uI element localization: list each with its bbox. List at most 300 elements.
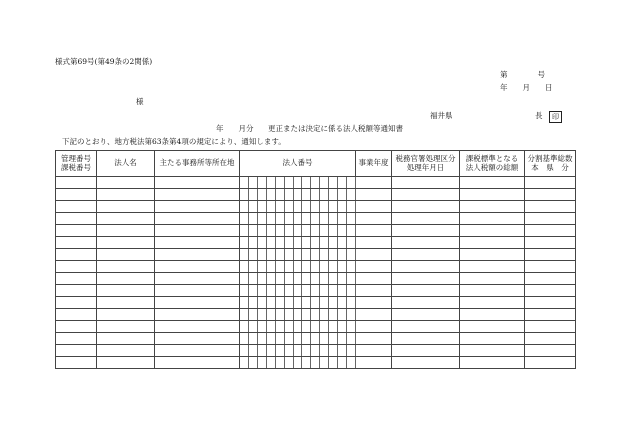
cell-corp-number-digit <box>293 249 302 261</box>
cell-corp-number-digit <box>338 309 347 321</box>
cell-office-location <box>155 309 240 321</box>
cell-corp-number-digit <box>347 297 356 309</box>
cell-corp-number-digit <box>240 201 249 213</box>
cell-corp-number-digit <box>257 309 266 321</box>
cell-split-basis <box>525 333 576 345</box>
cell-corp-number-digit <box>293 285 302 297</box>
cell-corp-number-digit <box>338 213 347 225</box>
form-id: 様式第69号(第49条の2関係) <box>55 57 153 66</box>
cell-corp-number-digit <box>329 357 338 369</box>
cell-corp-number-digit <box>302 345 311 357</box>
cell-corp-number-digit <box>257 213 266 225</box>
cell-fiscal-year <box>356 285 392 297</box>
cell-fiscal-year <box>356 177 392 189</box>
cell-corp-number-digit <box>338 177 347 189</box>
cell-corp-number-digit <box>275 297 284 309</box>
cell-corp-number-digit <box>302 333 311 345</box>
cell-corp-number-digit <box>248 237 257 249</box>
cell-corp-name <box>97 285 155 297</box>
cell-corp-number-digit <box>240 285 249 297</box>
cell-corp-number-digit <box>338 297 347 309</box>
cell-corp-number-digit <box>293 189 302 201</box>
cell-mgmt-number <box>56 309 97 321</box>
cell-fiscal-year <box>356 357 392 369</box>
cell-corp-number-digit <box>284 273 293 285</box>
cell-corp-number-digit <box>347 309 356 321</box>
cell-corp-number-digit <box>320 285 329 297</box>
cell-corp-number-digit <box>257 189 266 201</box>
cell-corp-number-digit <box>248 177 257 189</box>
cell-corp-number-digit <box>293 333 302 345</box>
cell-split-basis <box>525 213 576 225</box>
cell-corp-number-digit <box>275 285 284 297</box>
cell-corp-number-digit <box>257 249 266 261</box>
cell-corp-number-digit <box>320 321 329 333</box>
cell-split-basis <box>525 273 576 285</box>
cell-corp-number-digit <box>284 249 293 261</box>
cell-corp-number-digit <box>302 273 311 285</box>
cell-tax-base <box>460 297 525 309</box>
cell-corp-number-digit <box>275 237 284 249</box>
table-row <box>56 273 576 285</box>
cell-tax-office <box>392 237 460 249</box>
cell-corp-number-digit <box>240 249 249 261</box>
cell-corp-number-digit <box>257 273 266 285</box>
cell-corp-name <box>97 345 155 357</box>
cell-office-location <box>155 261 240 273</box>
header-tax-office: 税務官署処理区分 処理年月日 <box>392 151 460 177</box>
cell-corp-number-digit <box>284 285 293 297</box>
cell-corp-number-digit <box>329 189 338 201</box>
cell-corp-number-digit <box>248 261 257 273</box>
period-label: 年 月分 <box>216 124 254 133</box>
cell-corp-number-digit <box>240 225 249 237</box>
cell-corp-name <box>97 177 155 189</box>
cell-tax-base <box>460 213 525 225</box>
cell-corp-number-digit <box>329 201 338 213</box>
cell-tax-office <box>392 333 460 345</box>
cell-corp-number-digit <box>275 333 284 345</box>
header-office-location: 主たる事務所等所在地 <box>155 151 240 177</box>
cell-office-location <box>155 201 240 213</box>
cell-mgmt-number <box>56 273 97 285</box>
cell-corp-number-digit <box>248 285 257 297</box>
cell-corp-number-digit <box>266 321 275 333</box>
cell-corp-name <box>97 261 155 273</box>
cell-mgmt-number <box>56 333 97 345</box>
cell-corp-number-digit <box>257 225 266 237</box>
prefecture-name: 福井県 <box>430 111 453 120</box>
cell-fiscal-year <box>356 189 392 201</box>
cell-office-location <box>155 321 240 333</box>
header-corp-number: 法人番号 <box>240 151 356 177</box>
cell-corp-number-digit <box>338 225 347 237</box>
cell-split-basis <box>525 321 576 333</box>
cell-corp-number-digit <box>338 321 347 333</box>
cell-corp-number-digit <box>311 213 320 225</box>
cell-fiscal-year <box>356 237 392 249</box>
cell-tax-base <box>460 189 525 201</box>
cell-split-basis <box>525 189 576 201</box>
cell-corp-number-digit <box>284 333 293 345</box>
cell-fiscal-year <box>356 261 392 273</box>
cell-corp-number-digit <box>320 261 329 273</box>
cell-corp-number-digit <box>266 333 275 345</box>
cell-corp-number-digit <box>302 309 311 321</box>
header-split-basis: 分割基準総数 本 県 分 <box>525 151 576 177</box>
cell-corp-number-digit <box>248 297 257 309</box>
cell-corp-number-digit <box>293 225 302 237</box>
cell-corp-name <box>97 297 155 309</box>
cell-tax-office <box>392 297 460 309</box>
cell-corp-number-digit <box>293 357 302 369</box>
cell-fiscal-year <box>356 213 392 225</box>
cell-corp-number-digit <box>284 261 293 273</box>
cell-corp-number-digit <box>320 309 329 321</box>
cell-split-basis <box>525 249 576 261</box>
cell-mgmt-number <box>56 189 97 201</box>
cell-office-location <box>155 249 240 261</box>
cell-corp-number-digit <box>338 333 347 345</box>
cell-corp-number-digit <box>293 261 302 273</box>
cell-corp-name <box>97 237 155 249</box>
table-row <box>56 213 576 225</box>
cell-tax-base <box>460 261 525 273</box>
cell-corp-number-digit <box>240 237 249 249</box>
cell-mgmt-number <box>56 237 97 249</box>
cell-corp-number-digit <box>266 177 275 189</box>
cell-corp-name <box>97 333 155 345</box>
cell-corp-number-digit <box>257 321 266 333</box>
cell-tax-base <box>460 309 525 321</box>
cell-corp-number-digit <box>275 321 284 333</box>
cell-tax-office <box>392 261 460 273</box>
cell-corp-number-digit <box>311 225 320 237</box>
cell-corp-number-digit <box>302 249 311 261</box>
cell-mgmt-number <box>56 249 97 261</box>
table-row <box>56 309 576 321</box>
cell-corp-name <box>97 225 155 237</box>
cell-corp-number-digit <box>240 345 249 357</box>
cell-tax-base <box>460 357 525 369</box>
table-row <box>56 249 576 261</box>
cell-tax-office <box>392 357 460 369</box>
cell-tax-office <box>392 225 460 237</box>
cell-corp-number-digit <box>284 225 293 237</box>
addressee-suffix: 様 <box>136 97 144 106</box>
cell-corp-number-digit <box>311 309 320 321</box>
cell-split-basis <box>525 285 576 297</box>
table-row <box>56 345 576 357</box>
header-corp-name: 法人名 <box>97 151 155 177</box>
cell-corp-number-digit <box>329 297 338 309</box>
table-row <box>56 357 576 369</box>
cell-corp-number-digit <box>329 213 338 225</box>
cell-corp-number-digit <box>347 213 356 225</box>
cell-split-basis <box>525 201 576 213</box>
cell-corp-number-digit <box>266 225 275 237</box>
cell-corp-number-digit <box>302 237 311 249</box>
cell-split-basis <box>525 225 576 237</box>
cell-corp-number-digit <box>329 237 338 249</box>
table-row <box>56 177 576 189</box>
cell-corp-number-digit <box>329 321 338 333</box>
cell-corp-number-digit <box>302 225 311 237</box>
cell-fiscal-year <box>356 345 392 357</box>
cell-split-basis <box>525 237 576 249</box>
cell-tax-office <box>392 249 460 261</box>
table-header-row <box>56 151 576 177</box>
cell-fiscal-year <box>356 333 392 345</box>
cell-corp-number-digit <box>284 297 293 309</box>
cell-corp-number-digit <box>311 345 320 357</box>
cell-corp-number-digit <box>248 345 257 357</box>
cell-corp-number-digit <box>329 225 338 237</box>
cell-corp-number-digit <box>240 189 249 201</box>
cell-corp-number-digit <box>347 189 356 201</box>
cell-corp-number-digit <box>329 273 338 285</box>
cell-tax-office <box>392 273 460 285</box>
cell-corp-number-digit <box>302 189 311 201</box>
cell-corp-number-digit <box>320 213 329 225</box>
document-title: 更正または決定に係る法人税額等通知書 <box>268 124 403 133</box>
cell-corp-number-digit <box>293 273 302 285</box>
cell-corp-number-digit <box>338 285 347 297</box>
table-row <box>56 333 576 345</box>
cell-corp-number-digit <box>257 357 266 369</box>
cell-corp-number-digit <box>293 201 302 213</box>
cell-split-basis <box>525 309 576 321</box>
cell-corp-number-digit <box>240 213 249 225</box>
cell-corp-number-digit <box>248 321 257 333</box>
cell-corp-number-digit <box>257 261 266 273</box>
cell-mgmt-number <box>56 321 97 333</box>
table-row <box>56 285 576 297</box>
cell-corp-number-digit <box>302 357 311 369</box>
cell-tax-office <box>392 189 460 201</box>
cell-corp-number-digit <box>275 273 284 285</box>
cell-corp-number-digit <box>257 177 266 189</box>
cell-mgmt-number <box>56 201 97 213</box>
cell-corp-number-digit <box>266 249 275 261</box>
cell-corp-number-digit <box>311 333 320 345</box>
cell-corp-number-digit <box>338 237 347 249</box>
cell-corp-number-digit <box>338 273 347 285</box>
cell-split-basis <box>525 261 576 273</box>
cell-corp-number-digit <box>311 273 320 285</box>
cell-corp-number-digit <box>266 201 275 213</box>
cell-corp-number-digit <box>311 297 320 309</box>
cell-mgmt-number <box>56 345 97 357</box>
cell-corp-number-digit <box>275 345 284 357</box>
cell-corp-number-digit <box>320 201 329 213</box>
cell-corp-number-digit <box>240 309 249 321</box>
cell-corp-number-digit <box>293 213 302 225</box>
cell-tax-base <box>460 345 525 357</box>
cell-office-location <box>155 297 240 309</box>
cell-corp-number-digit <box>320 357 329 369</box>
cell-fiscal-year <box>356 321 392 333</box>
cell-corp-number-digit <box>266 285 275 297</box>
cell-tax-office <box>392 201 460 213</box>
cell-tax-base <box>460 237 525 249</box>
notification-table <box>55 150 576 369</box>
cell-corp-name <box>97 201 155 213</box>
cell-split-basis <box>525 357 576 369</box>
cell-corp-number-digit <box>347 237 356 249</box>
cell-corp-number-digit <box>338 345 347 357</box>
cell-split-basis <box>525 177 576 189</box>
cell-corp-number-digit <box>320 297 329 309</box>
cell-corp-number-digit <box>240 333 249 345</box>
cell-corp-number-digit <box>311 201 320 213</box>
cell-corp-number-digit <box>302 321 311 333</box>
cell-corp-number-digit <box>311 249 320 261</box>
cell-corp-number-digit <box>240 177 249 189</box>
cell-corp-name <box>97 249 155 261</box>
cell-fiscal-year <box>356 249 392 261</box>
cell-corp-number-digit <box>302 285 311 297</box>
cell-corp-number-digit <box>284 201 293 213</box>
cell-tax-office <box>392 177 460 189</box>
cell-corp-number-digit <box>320 189 329 201</box>
cell-mgmt-number <box>56 225 97 237</box>
cell-corp-number-digit <box>275 261 284 273</box>
cell-corp-number-digit <box>329 345 338 357</box>
cell-corp-number-digit <box>311 177 320 189</box>
cell-corp-number-digit <box>329 309 338 321</box>
cell-corp-number-digit <box>338 261 347 273</box>
cell-office-location <box>155 333 240 345</box>
cell-corp-number-digit <box>293 177 302 189</box>
cell-office-location <box>155 237 240 249</box>
table-row <box>56 201 576 213</box>
cell-corp-number-digit <box>293 237 302 249</box>
cell-corp-number-digit <box>329 333 338 345</box>
cell-tax-office <box>392 285 460 297</box>
cell-mgmt-number <box>56 177 97 189</box>
body-text: 下記のとおり、地方税法第63条第4項の規定により、通知します。 <box>62 137 286 146</box>
cell-corp-number-digit <box>338 249 347 261</box>
cell-corp-number-digit <box>248 357 257 369</box>
cell-office-location <box>155 177 240 189</box>
cell-corp-number-digit <box>275 177 284 189</box>
cell-mgmt-number <box>56 261 97 273</box>
cell-corp-name <box>97 321 155 333</box>
cell-corp-number-digit <box>266 273 275 285</box>
cell-corp-number-digit <box>311 189 320 201</box>
cell-corp-number-digit <box>311 237 320 249</box>
cell-corp-number-digit <box>347 261 356 273</box>
cell-corp-number-digit <box>329 261 338 273</box>
cell-corp-number-digit <box>266 189 275 201</box>
cell-corp-number-digit <box>338 201 347 213</box>
cell-tax-base <box>460 321 525 333</box>
cell-fiscal-year <box>356 225 392 237</box>
cell-corp-number-digit <box>240 261 249 273</box>
cell-office-location <box>155 189 240 201</box>
cell-split-basis <box>525 297 576 309</box>
cell-corp-number-digit <box>293 309 302 321</box>
cell-office-location <box>155 213 240 225</box>
cell-tax-base <box>460 333 525 345</box>
cell-corp-number-digit <box>284 189 293 201</box>
cell-mgmt-number <box>56 297 97 309</box>
cell-corp-name <box>97 357 155 369</box>
chief-label: 長 <box>535 111 543 120</box>
cell-split-basis <box>525 345 576 357</box>
cell-corp-number-digit <box>240 321 249 333</box>
cell-corp-number-digit <box>347 345 356 357</box>
cell-corp-number-digit <box>257 201 266 213</box>
cell-corp-number-digit <box>248 333 257 345</box>
cell-corp-number-digit <box>275 249 284 261</box>
cell-fiscal-year <box>356 297 392 309</box>
cell-fiscal-year <box>356 201 392 213</box>
cell-corp-number-digit <box>302 201 311 213</box>
cell-corp-number-digit <box>320 237 329 249</box>
cell-corp-number-digit <box>248 309 257 321</box>
cell-corp-number-digit <box>257 345 266 357</box>
cell-corp-number-digit <box>302 177 311 189</box>
cell-corp-number-digit <box>284 213 293 225</box>
cell-corp-number-digit <box>240 273 249 285</box>
cell-corp-number-digit <box>311 321 320 333</box>
cell-corp-number-digit <box>284 237 293 249</box>
cell-corp-number-digit <box>293 321 302 333</box>
cell-office-location <box>155 345 240 357</box>
cell-corp-number-digit <box>293 345 302 357</box>
cell-corp-number-digit <box>257 297 266 309</box>
cell-corp-name <box>97 273 155 285</box>
cell-corp-number-digit <box>347 357 356 369</box>
cell-tax-base <box>460 285 525 297</box>
cell-office-location <box>155 357 240 369</box>
cell-corp-number-digit <box>266 237 275 249</box>
cell-corp-number-digit <box>248 189 257 201</box>
document-date: 年 月 日 <box>500 83 553 92</box>
cell-corp-number-digit <box>311 285 320 297</box>
cell-corp-number-digit <box>275 213 284 225</box>
cell-corp-number-digit <box>329 249 338 261</box>
cell-corp-number-digit <box>347 177 356 189</box>
seal-mark: 印 <box>549 111 562 123</box>
document-number: 第 号 <box>500 70 545 79</box>
cell-corp-number-digit <box>320 177 329 189</box>
cell-tax-base <box>460 201 525 213</box>
cell-corp-number-digit <box>266 297 275 309</box>
cell-mgmt-number <box>56 285 97 297</box>
cell-corp-number-digit <box>302 261 311 273</box>
cell-tax-office <box>392 345 460 357</box>
table-row <box>56 297 576 309</box>
header-mgmt-number: 管理番号 課税番号 <box>56 151 97 177</box>
cell-corp-number-digit <box>266 213 275 225</box>
cell-corp-number-digit <box>347 285 356 297</box>
cell-corp-number-digit <box>284 177 293 189</box>
cell-corp-number-digit <box>302 297 311 309</box>
cell-corp-number-digit <box>266 357 275 369</box>
cell-corp-number-digit <box>284 357 293 369</box>
cell-corp-number-digit <box>284 309 293 321</box>
table-row <box>56 189 576 201</box>
cell-office-location <box>155 273 240 285</box>
cell-tax-office <box>392 321 460 333</box>
cell-corp-number-digit <box>275 225 284 237</box>
cell-corp-number-digit <box>302 213 311 225</box>
table-row <box>56 321 576 333</box>
cell-corp-number-digit <box>266 261 275 273</box>
